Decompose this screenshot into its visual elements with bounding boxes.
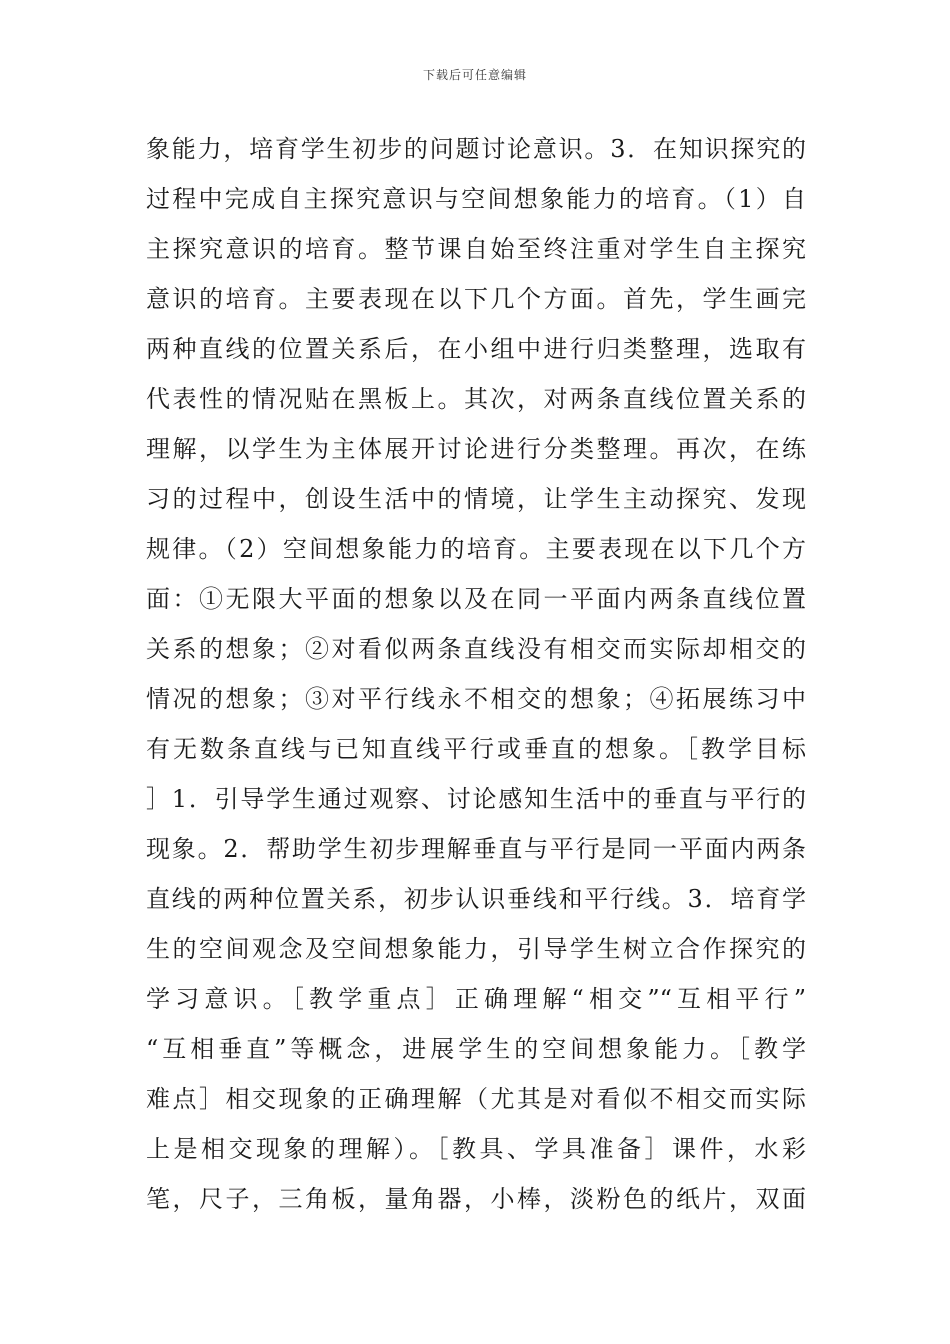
- text-line: 象能力，培育学生初步的问题讨论意识。3．在知识探究的: [146, 135, 806, 163]
- page-header-note: 下载后可任意编辑: [422, 68, 527, 82]
- text-line: 两种直线的位置关系后，在小组中进行归类整理，选取有: [146, 335, 806, 363]
- text-line: ］1．引导学生通过观察、讨论感知生活中的垂直与平行的: [146, 785, 806, 813]
- document-body: [146, 124, 806, 1224]
- text-line: 笔，尺子，三角板，量角器，小棒，淡粉色的纸片，双面: [146, 1185, 806, 1213]
- text-line: 学习意识。［教学重点］正确理解“相交”“互相平行”: [146, 985, 806, 1013]
- text-line: 直线的两种位置关系，初步认识垂线和平行线。3．培育学: [146, 885, 806, 913]
- text-line: 面：①无限大平面的想象以及在同一平面内两条直线位置: [146, 585, 806, 613]
- text-line: 代表性的情况贴在黑板上。其次，对两条直线位置关系的: [146, 385, 806, 413]
- text-line: 理解，以学生为主体展开讨论进行分类整理。再次，在练: [146, 435, 806, 463]
- text-line: 过程中完成自主探究意识与空间想象能力的培育。（1）自: [146, 185, 806, 213]
- text-line: 情况的想象；③对平行线永不相交的想象；④拓展练习中: [146, 685, 806, 713]
- text-line: 规律。（2）空间想象能力的培育。主要表现在以下几个方: [146, 535, 806, 563]
- text-line: 意识的培育。主要表现在以下几个方面。首先，学生画完: [146, 285, 806, 313]
- text-line: “互相垂直”等概念，进展学生的空间想象能力。［教学: [146, 1035, 806, 1063]
- text-line: 生的空间观念及空间想象能力，引导学生树立合作探究的: [146, 935, 806, 963]
- text-line: 难点］相交现象的正确理解（尤其是对看似不相交而实际: [146, 1085, 806, 1113]
- text-line: 习的过程中，创设生活中的情境，让学生主动探究、发现: [146, 485, 806, 513]
- text-line: 关系的想象；②对看似两条直线没有相交而实际却相交的: [146, 635, 806, 663]
- text-line: 有无数条直线与已知直线平行或垂直的想象。［教学目标: [146, 735, 806, 763]
- text-line: 现象。2．帮助学生初步理解垂直与平行是同一平面内两条: [146, 835, 806, 863]
- text-line: 上是相交现象的理解）。［教具、学具准备］课件，水彩: [146, 1135, 806, 1163]
- text-line: 主探究意识的培育。整节课自始至终注重对学生自主探究: [146, 235, 806, 263]
